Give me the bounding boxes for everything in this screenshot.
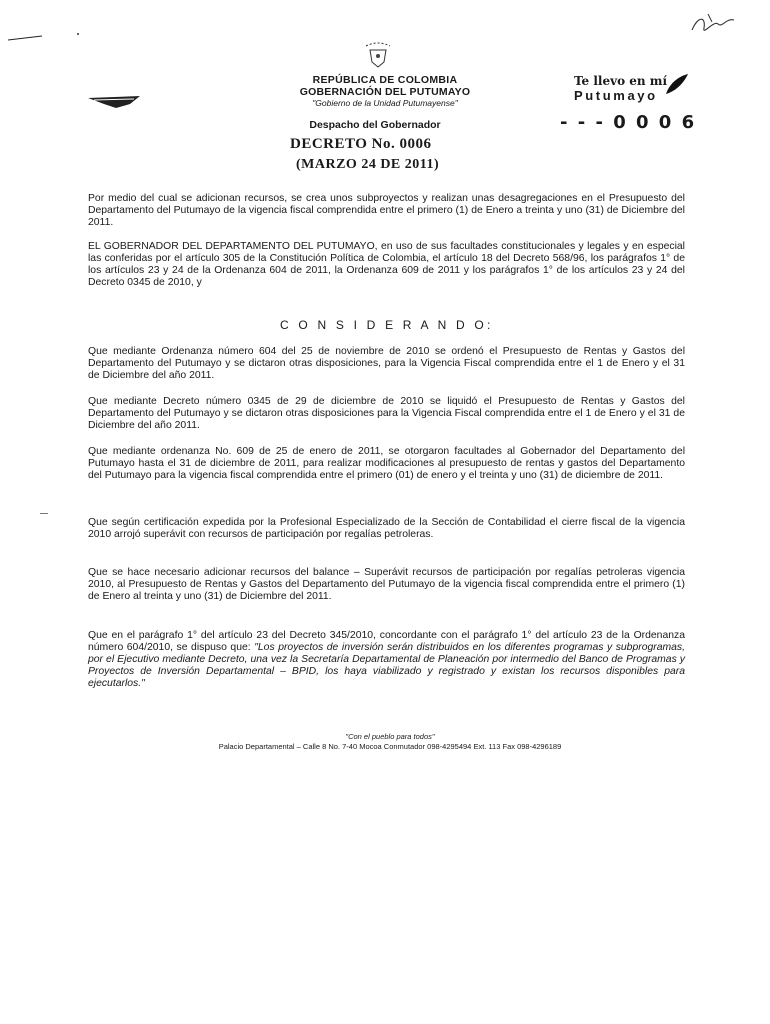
considerando-3: Que mediante ordenanza No. 609 de 25 de enero de 2011, se otorgaron facultades al Gobernador del Departamento del Putumayo hasta el 31 de diciembre de 2011, para realizar modificaciones al presupuesto de rentas y gastos del Departamento del Putumayo para la vigencia fiscal comprendida entre el primero (01) de enero y el treinta y uno (31) de diciembre de 2011. [88, 446, 685, 481]
considerando-6-quote: "Los proyectos de inversión serán distribuidos en los diferentes programas y subprogramas, por el Ejecutivo mediante Decreto, una vez la Secretaría Departamental de Planeación por intermedio del Banco de Programas y Proyectos de Inversión Departamental – BPID, los haya viabilizado y registrado y existan los recursos disponibles para ejecutarlos." [88, 641, 686, 689]
brand-leaf-icon [662, 72, 690, 96]
brand-slogan: Te llevo en mí [574, 74, 668, 88]
decree-summary: Por medio del cual se adicionan recursos, se crea unos subproyectos y realizan unas desagregaciones en el Presupuesto del Departamento del Putumayo de la vigencia fiscal comprendida entre el primero (1) de Enero a treinta y uno (31) de Diciembre del 2011. [88, 193, 685, 228]
pen-stroke-mark-icon [6, 30, 86, 44]
header-country: REPÚBLICA DE COLOMBIA [312, 74, 458, 86]
brand-name: Putumayo [574, 88, 658, 103]
header-government: GOBERNACIÓN DEL PUTUMAYO [299, 86, 471, 98]
decree-authority: EL GOBERNADOR DEL DEPARTAMENTO DEL PUTUMAYO, en uso de sus facultades constitucionales y legales y en especial las conferidas por el artículo 305 de la Constitución Política de Colombia, el artículo 18 del Decreto 568/96, los parágrafos 1° de los artículos 23 y 24 de la Ordenanza 604 de 2011, la Ordenanza 609 de 2011 y los parágrafos 1° de los artículos 23 y 24 del Decreto 0345 de 2010, y [88, 241, 685, 288]
considerando-heading: C O N S I D E R A N D O: [280, 318, 494, 332]
decree-title: DECRETO No. 0006 [290, 136, 432, 152]
footer-address: Palacio Departamental – Calle 8 No. 7-40 Mocoa Conmutador 098-4295494 Ext. 113 Fax 098-4296189 [218, 742, 562, 751]
header-office: Despacho del Gobernador [309, 119, 441, 131]
decree-stamp-number: - - - 0 0 0 6 [560, 112, 697, 133]
department-bird-logo-icon [86, 92, 144, 114]
margin-mark [40, 513, 48, 514]
header-motto: "Gobierno de la Unidad Putumayense" [312, 98, 458, 108]
considerando-1: Que mediante Ordenanza número 604 del 25 de noviembre de 2010 se ordenó el Presupuesto de Rentas y Gastos del Departamento del Putumayo y se dictaron otras disposiciones, para la Vigencia Fiscal comprendida entre el 1 de Enero y el 31 de Diciembre del año 2011. [88, 346, 685, 381]
considerando-2: Que mediante Decreto número 0345 de 29 de diciembre de 2010 se liquidó el Presupuesto de Rentas y Gastos del Departamento del Putumayo y se dictaron otras disposiciones para la Vigencia Fiscal comprendida entre el 1 de Enero y el 31 de Diciembre del año 2011. [88, 396, 685, 431]
coat-of-arms-icon [358, 40, 398, 70]
footer-motto: "Con el pueblo para todos" [345, 732, 435, 741]
considerando-6 [88, 630, 685, 690]
considerando-4: Que según certificación expedida por la Profesional Especializado de la Sección de Contabilidad el cierre fiscal de la vigencia 2010 arrojó superávit con recursos de participación por regalías petroleras. [88, 517, 685, 540]
handwritten-initials-icon [688, 10, 738, 40]
brand-block [574, 74, 694, 103]
considerando-5: Que se hace necesario adicionar recursos del balance – Superávit recursos de participación por regalías petroleras vigencia 2010, al Presupuesto de Rentas y Gastos del Departamento del Putumayo de la vigencia fiscal comprendida entre el primero (1) de Enero al treinta y uno (31) de Diciembre del 2011. [88, 567, 685, 602]
considerando-6-intro: Que en el parágrafo 1° del artículo 23 del Decreto 345/2010, concordante con el parágrafo 1° del artículo 23 de la Ordenanza número 604/2010, se dispuso que: [88, 630, 685, 653]
decree-date: (MARZO 24 DE 2011) [296, 157, 440, 172]
